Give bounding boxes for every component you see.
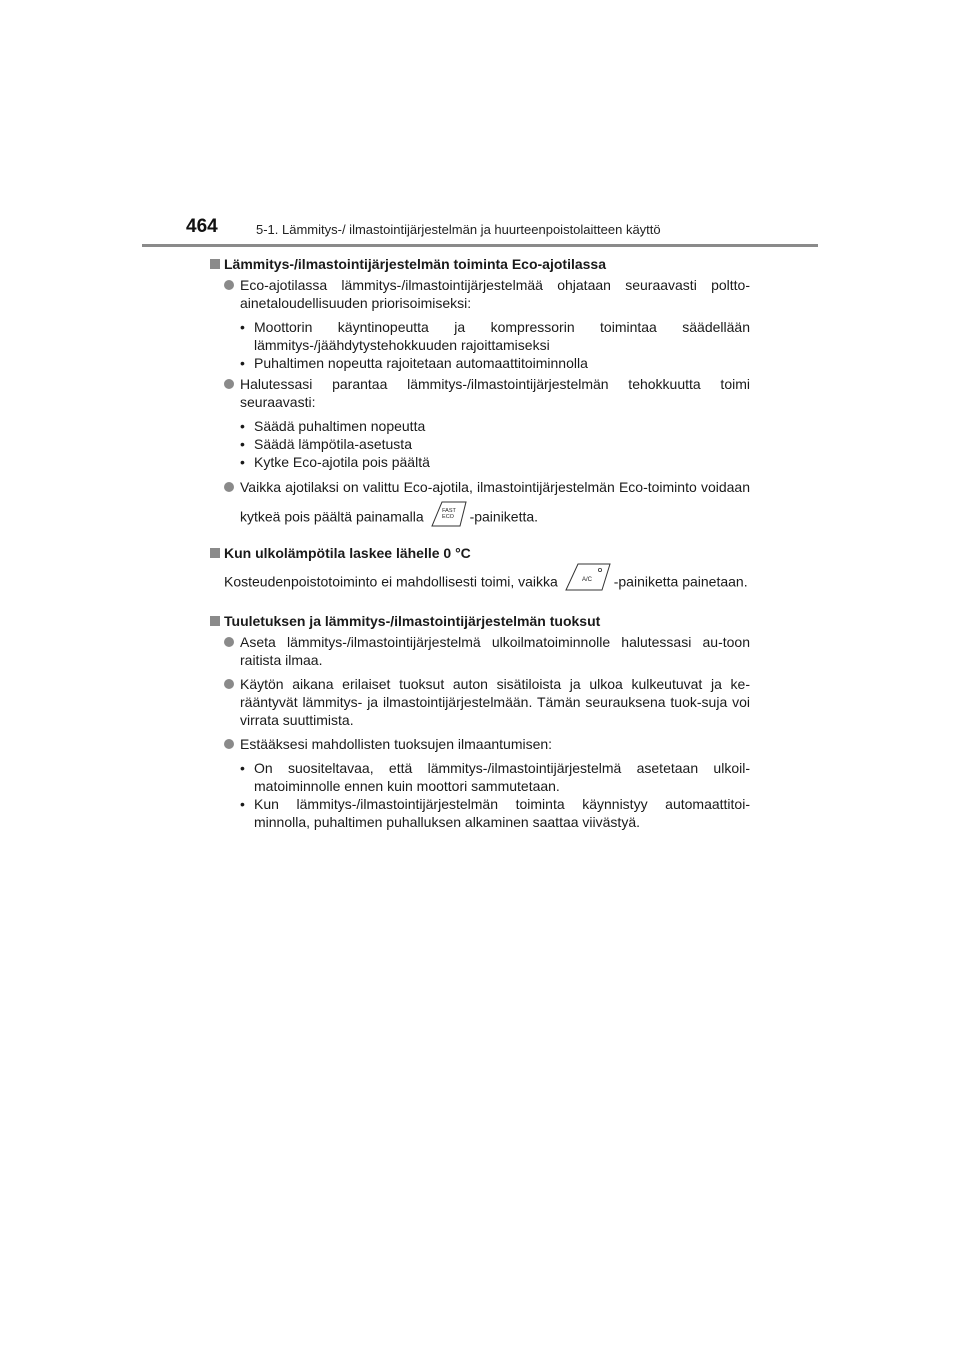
round-bullet-icon — [224, 482, 234, 492]
fast-eco-button-icon — [430, 500, 468, 536]
square-bullet-icon — [210, 259, 220, 269]
ac-label: A/C — [581, 577, 592, 583]
section-heading-low-temp: Kun ulkolämpötila laskee lähelle 0 °C — [210, 544, 750, 562]
header-divider — [142, 244, 818, 247]
round-bullet-icon — [224, 637, 234, 647]
square-bullet-icon — [210, 548, 220, 558]
sub-list-item: • Puhaltimen nopeutta rajoitetaan automaattitoiminnolla — [240, 355, 588, 371]
chapter-title: 5-1. Lämmitys-/ ilmastointijärjestelmän ja huurteenpoistolaitteen käyttö — [256, 222, 661, 237]
list-item: Vaikka ajotilaksi on valittu Eco-ajotila, ilmastointijärjestelmän Eco-toiminto voidaan kytkeä pois päältä painamalla FAST ECO -painiketta. — [210, 474, 750, 536]
fast-eco-line1: FAST — [441, 508, 456, 514]
sub-list-item: • Säädä puhaltimen nopeutta — [240, 418, 426, 434]
sub-list-item: • On suositeltavaa, että lämmitys-/ilmastointijärjestelmä asetetaan ulkoil-matoiminnolle ennen kuin moottori sammutetaan. — [240, 760, 750, 794]
fast-eco-line2: ECO — [441, 514, 454, 520]
list-item: Halutessasi parantaa lämmitys-/ilmastointijärjestelmän tehokkuutta toimi seuraavasti: — [210, 375, 750, 411]
round-bullet-icon — [224, 379, 234, 389]
round-bullet-icon — [224, 280, 234, 290]
list-item: Aseta lämmitys-/ilmastointijärjestelmä ulkoilmatoiminnolle halutessasi au-toon raitista ilmaa. — [210, 633, 750, 669]
section-heading-odors: Tuuletuksen ja lämmitys-/ilmastointijärjestelmän tuoksut — [210, 612, 750, 630]
sub-list — [210, 417, 750, 471]
list-item: Käytön aikana erilaiset tuoksut auton sisätiloista ja ulkoa kulkeutuvat ja ke-rääntyvät lämmitys- ja ilmastointijärjestelmään. Tämän seurauksena tuok-suja voi virrata suuttimista. — [210, 675, 750, 729]
page-content — [210, 255, 750, 831]
page-number: 464 — [186, 216, 218, 237]
round-bullet-icon — [224, 679, 234, 689]
paragraph: Kosteudenpoistotoiminto ei mahdollisesti toimi, vaikka A/C -painiketta painetaan. — [210, 562, 750, 604]
sub-list-item: • Moottorin käyntinopeutta ja kompressorin toimintaa säädellään lämmitys-/jäähdytystehokkuuden rajoittamiseksi — [240, 319, 750, 353]
ac-button-icon — [564, 562, 612, 604]
sub-list-item: • Kytke Eco-ajotila pois päältä — [240, 454, 430, 470]
round-bullet-icon — [224, 739, 234, 749]
sub-list — [210, 759, 750, 831]
section-heading-eco: Lämmitys-/ilmastointijärjestelmän toiminta Eco-ajotilassa — [210, 255, 750, 273]
sub-list-item: • Säädä lämpötila-asetusta — [240, 436, 412, 452]
page-header — [186, 216, 826, 246]
sub-list-item: • Kun lämmitys-/ilmastointijärjestelmän toiminta käynnistyy automaattitoi-minnolla, puhaltimen puhalluksen alkaminen saattaa viivästyä. — [240, 796, 750, 830]
list-item: Eco-ajotilassa lämmitys-/ilmastointijärjestelmää ohjataan seuraavasti poltto-ainetaloudellisuuden priorisoimiseksi: — [210, 276, 750, 312]
square-bullet-icon — [210, 616, 220, 626]
sub-list — [210, 318, 750, 372]
list-item: Estääksesi mahdollisten tuoksujen ilmaantumisen: — [210, 735, 750, 753]
